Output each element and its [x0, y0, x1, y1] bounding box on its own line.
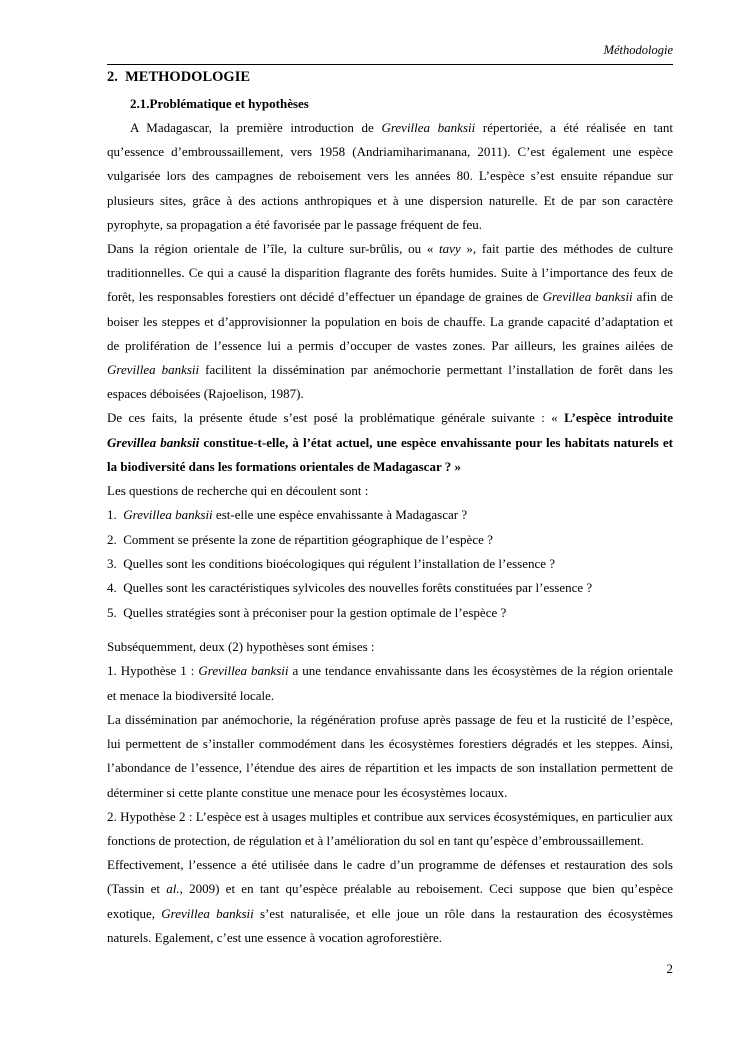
section-heading	[107, 69, 250, 86]
text-run: facilitent la dissémination par anémochorie permettant l’installation de forêt dans les espaces déboisées (Rajoelison, 1987).	[107, 362, 673, 402]
research-questions	[107, 503, 673, 625]
question-text: Quelles sont les caractéristiques sylvicoles des nouvelles forêts constituées par l’essence ?	[123, 580, 593, 596]
header-rule	[107, 64, 673, 65]
body-text	[107, 116, 673, 950]
species-name: Grevillea banksii	[107, 434, 200, 450]
paragraph-problem	[107, 406, 673, 479]
question-number: 3.	[107, 556, 117, 572]
text-run: , 2009) et en tant qu’espèce préalable au reboisement. Ceci suppose que bien qu’espèce exotique,	[107, 881, 673, 921]
running-header: Méthodologie	[603, 43, 673, 57]
subsection-number: 2.1.	[130, 96, 150, 111]
text-run: s’est naturalisée, et elle joue un rôle dans la restauration des écosystèmes naturels. Egalement, c’est une essence à vocation agroforestière.	[107, 905, 673, 945]
text-run: 1. Hypothèse 1 :	[107, 663, 199, 679]
section-number: 2.	[107, 69, 118, 85]
subsection-title: Problématique et hypothèses	[149, 96, 309, 111]
question-item	[107, 503, 673, 527]
question-number: 4.	[107, 580, 117, 596]
text-run: répertoriée, a été réalisée en tant qu’essence d’embroussaillement, vers 1958 (Andriamiharimanana, 2011). C’est également une espèce vulgarisée lors des campagnes de reboisement vers les années 80. L’espèce s’est ensuite répandue sur plusieurs sites, grâce à des actions anthropiques et à une dispersion naturelle. Et de par son caractère pyrophyte, sa propagation a été favorisée par le passage fréquent de feu.	[107, 120, 674, 232]
text-run: a une tendance envahissante dans les écosystèmes de la région orientale et menace la biodiversité locale.	[107, 663, 673, 703]
paragraph-context	[107, 237, 673, 406]
text-run: Effectivement, l’essence a été utilisée dans le cadre d’un programme de défenses et restauration des sols (Tassin et	[107, 857, 673, 897]
question-item	[107, 552, 673, 576]
question-text: Quelles stratégies sont à préconiser pour la gestion optimale de l’espèce ?	[123, 604, 507, 620]
question-item	[107, 576, 673, 600]
hypothesis-2: 2. Hypothèse 2 : L’espèce est à usages multiples et contribue aux services écosystémiques, en particulier aux fonctions de protection, de régulation et à l’amélioration du sol en tant qu’espèce d’embroussaillement.	[107, 808, 673, 848]
species-name: Grevillea banksii	[107, 362, 200, 378]
text-run: De ces faits, la présente étude s’est posé la problématique générale suivante : «	[107, 410, 565, 426]
section-title: METHODOLOGIE	[125, 69, 251, 85]
tavy-term: tavy	[439, 241, 461, 257]
question-item	[107, 601, 673, 625]
page-number: 2	[666, 961, 673, 976]
citation-etal: al.	[166, 881, 180, 897]
subsection-heading	[130, 96, 309, 112]
species-name: Grevillea banksii	[381, 120, 476, 135]
text-run: afin de boiser les steppes et d’approvisionner la population en bois de chauffe. La grande capacité d’adaptation et de prolifération de l’essence lui a permis d’occuper de vastes zones. Par ailleurs, les graines ailées de	[107, 289, 673, 353]
question-text: Comment se présente la zone de répartition géographique de l’espèce ?	[123, 531, 493, 547]
species-name: Grevillea banksii	[123, 507, 213, 523]
hypotheses-intro: Subséquemment, deux (2) hypothèses sont émises :	[107, 639, 375, 655]
question-item	[107, 528, 673, 552]
question-number: 5.	[107, 604, 117, 620]
hypothesis-1	[107, 659, 673, 707]
problem-statement: L’espèce introduite	[564, 410, 673, 426]
paragraph-intro	[107, 116, 673, 237]
species-name: Grevillea banksii	[161, 905, 254, 921]
hypothesis-1-detail: La dissémination par anémochorie, la régénération profuse après passage de feu et la rusticité de l’espèce, lui permettent de s’installer commodément dans les écosystèmes forestiers dégradés et les steppes. Ainsi, l’abondance de l’essence, l’étendue des aires de répartition et les impacts de son installation permettent de déterminer si cette plante constitue une menace pour les écosystèmes locaux.	[107, 711, 673, 800]
problem-statement: constitue-t-elle, à l’état actuel, une espèce envahissante pour les habitats naturels et la biodiversité dans les formations orientales de Madagascar ? »	[107, 434, 674, 474]
text-run: », fait partie des méthodes de culture traditionnelles. Ce qui a causé la disparition flagrante des forêts humides. Suite à l’importance des feux de forêt, les responsables forestiers ont décidé d’effectuer un épandage de graines de	[107, 241, 673, 305]
hypothesis-2-detail	[107, 853, 673, 950]
species-name: Grevillea banksii	[542, 289, 633, 305]
species-name: Grevillea banksii	[198, 663, 289, 679]
text-run: Dans la région orientale de l’île, la culture sur-brûlis, ou «	[107, 241, 440, 257]
question-number: 1.	[107, 507, 117, 523]
text-run: A Madagascar, la première introduction de	[130, 120, 382, 135]
question-text: Quelles sont les conditions bioécologiques qui régulent l’installation de l’essence ?	[123, 556, 556, 572]
paragraph-questions-intro: Les questions de recherche qui en découlent sont :	[107, 483, 369, 499]
question-text: est-elle une espèce envahissante à Madagascar ?	[212, 507, 468, 523]
question-number: 2.	[107, 531, 117, 547]
